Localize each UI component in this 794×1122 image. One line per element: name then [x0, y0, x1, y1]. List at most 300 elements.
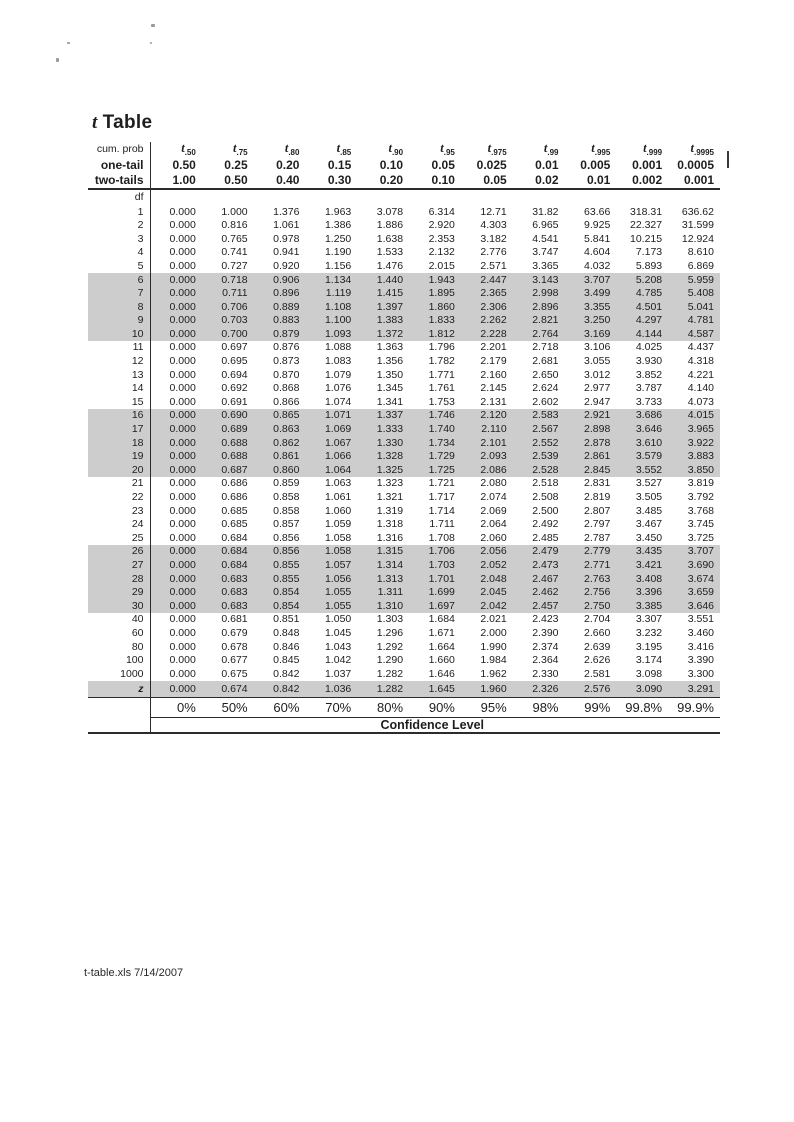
t-value: 0.688: [202, 436, 254, 450]
t-value: 3.707: [565, 273, 617, 287]
t-value: 1.055: [305, 586, 357, 600]
t-value: 1.725: [409, 463, 461, 477]
t-value: 0.000: [169, 667, 196, 680]
t-value: 22.327: [630, 219, 663, 232]
t-value: 1.440: [357, 273, 409, 287]
t-value: 1.328: [357, 450, 409, 464]
df-value: 6: [88, 273, 150, 287]
t-value: 0.694: [221, 368, 248, 381]
t-value: 1.638: [376, 232, 404, 245]
t-value: 12.71: [480, 205, 507, 218]
confidence-percent: 99.8%: [616, 697, 668, 717]
table-row: [88, 423, 720, 437]
t-value: 3.078: [376, 205, 404, 218]
t-value: 1.303: [376, 613, 404, 626]
t-value: 1.063: [324, 477, 352, 490]
confidence-percent: 50%: [202, 697, 254, 717]
one-tail-value: 0.20: [276, 157, 300, 172]
confidence-percent: 99%: [565, 697, 617, 717]
t-value: 31.599: [681, 219, 714, 232]
t-value: 0.845: [273, 654, 300, 667]
t-value: 3.745: [687, 518, 714, 531]
t-value: 0.000: [169, 341, 196, 354]
df-value: 7: [88, 287, 150, 301]
scan-speck: [150, 42, 152, 44]
t-value: 0.000: [169, 368, 196, 381]
t-value: 1.060: [324, 504, 352, 517]
one-tail-value: 0.005: [580, 157, 611, 172]
t-value: 0.000: [150, 545, 202, 559]
t-value: 1.664: [428, 640, 455, 653]
t-value: 1.699: [409, 586, 461, 600]
t-value: 2.492: [532, 518, 559, 531]
t-value: 0.816: [221, 219, 248, 232]
t-value: 0.855: [254, 572, 306, 586]
t-value: 6.965: [532, 219, 559, 232]
t-value: 1.533: [376, 246, 404, 259]
t-value: 2.756: [565, 586, 617, 600]
t-value: 2.776: [480, 246, 507, 259]
df-value: 10: [88, 327, 150, 341]
t-value: 0.675: [221, 667, 248, 680]
t-value: 1.943: [409, 273, 461, 287]
df-value: 1000: [88, 667, 150, 681]
z-label: z: [88, 681, 150, 698]
empty-cell: [202, 189, 254, 205]
t-value: 0.859: [273, 477, 300, 490]
table-row: [88, 300, 720, 314]
t-value: 1.061: [273, 219, 300, 232]
t-value: 0.765: [221, 232, 248, 245]
t-value: 0.876: [273, 341, 300, 354]
t-value: 2.132: [428, 246, 455, 259]
df-value: 22: [88, 490, 150, 504]
table-row: [88, 395, 720, 409]
t-value: 1.079: [324, 368, 352, 381]
t-value: 0.683: [202, 572, 254, 586]
t-value: 0.879: [254, 327, 306, 341]
t-value: 2.131: [480, 395, 507, 408]
t-value: 3.551: [687, 613, 714, 626]
t-value: 1.415: [357, 287, 409, 301]
t-value: 3.850: [668, 463, 720, 477]
t-value: 0.854: [254, 599, 306, 613]
table-row: [88, 599, 720, 613]
df-value: 28: [88, 572, 150, 586]
two-tails-value: 0.20: [357, 172, 409, 189]
t-value: 0.873: [273, 355, 300, 368]
table-row: [88, 355, 720, 369]
t-value: 12.924: [681, 232, 714, 245]
t-value: 0.000: [150, 327, 202, 341]
t-value: 2.048: [461, 572, 513, 586]
t-value: 6.314: [428, 205, 455, 218]
t-value: 3.435: [616, 545, 668, 559]
t-value: 2.069: [480, 504, 507, 517]
t-value: 0.000: [150, 287, 202, 301]
z-value: 1.960: [461, 681, 513, 698]
t-value: 2.539: [513, 450, 565, 464]
t-value: 4.073: [687, 395, 714, 408]
t-value: 1.383: [357, 314, 409, 328]
t-value: 0.000: [169, 640, 196, 653]
t-value: 4.303: [480, 219, 507, 232]
t-value: 3.012: [584, 368, 611, 381]
t-value: 1.058: [324, 531, 352, 544]
t-value: 5.041: [668, 300, 720, 314]
confidence-percent: 98%: [513, 697, 565, 717]
t-value: 2.787: [584, 531, 611, 544]
t-value: 1.746: [409, 409, 461, 423]
t-value: 0.846: [273, 640, 300, 653]
t-value: 0.000: [169, 531, 196, 544]
t-value: 0.727: [221, 259, 248, 272]
t-value: 1.721: [428, 477, 455, 490]
t-value: 2.771: [565, 558, 617, 572]
confidence-percent: 80%: [357, 697, 409, 717]
t-value: 3.505: [635, 491, 663, 504]
confidence-percent: 70%: [305, 697, 357, 717]
t-value: 4.785: [616, 287, 668, 301]
t-value: 2.353: [428, 232, 455, 245]
t-value: 1.812: [409, 327, 461, 341]
scan-speck: [151, 24, 155, 27]
t-value: 2.681: [532, 355, 559, 368]
one-tail-value: 0.50: [172, 157, 196, 172]
t-value: 1.315: [357, 545, 409, 559]
table-row: [88, 613, 720, 627]
t-value: 318.31: [630, 205, 663, 218]
t-value: 1.323: [376, 477, 404, 490]
t-value: 0.863: [254, 423, 306, 437]
t-value: 3.055: [584, 355, 611, 368]
one-tail-label: one-tail: [88, 157, 150, 172]
t-value: 2.718: [532, 341, 559, 354]
scan-speck: [67, 42, 70, 44]
t-value: 3.467: [635, 518, 663, 531]
scan-speck: [56, 58, 59, 62]
t-value: 2.552: [513, 436, 565, 450]
t-value: 3.396: [616, 586, 668, 600]
t-value: 2.821: [513, 314, 565, 328]
t-value: 0.685: [221, 518, 248, 531]
z-value: 0.674: [202, 681, 254, 698]
t-value: 3.707: [668, 545, 720, 559]
empty-cell: [357, 189, 409, 205]
empty-label-cell: [88, 697, 150, 717]
t-value: 2.763: [565, 572, 617, 586]
t-value: 2.626: [584, 654, 611, 667]
t-value: 636.62: [681, 205, 714, 218]
t-value: 0.686: [221, 477, 248, 490]
t-value: 3.174: [635, 654, 663, 667]
t-value: 2.045: [461, 586, 513, 600]
t-value: 1.963: [324, 205, 352, 218]
table-row: [88, 558, 720, 572]
t-value: 0.689: [202, 423, 254, 437]
t-value: 1.076: [324, 382, 352, 395]
table-row: [88, 382, 720, 396]
t-value: 0.858: [273, 491, 300, 504]
t-value: 0.000: [150, 423, 202, 437]
df-value: 26: [88, 545, 150, 559]
t-value: 63.66: [584, 205, 611, 218]
t-value: 2.750: [565, 599, 617, 613]
t-value: 1.962: [480, 667, 507, 680]
empty-cell: [513, 189, 565, 205]
empty-cell: [616, 189, 668, 205]
table-row: [88, 259, 720, 273]
t-value: 1.703: [409, 558, 461, 572]
z-value: 2.576: [565, 681, 617, 698]
t-value: 0.692: [221, 382, 248, 395]
t-value: 4.541: [532, 232, 559, 245]
t-value: 3.674: [668, 572, 720, 586]
t-value: 1.341: [376, 395, 404, 408]
t-value: 0.679: [221, 626, 248, 639]
t-value: 2.807: [584, 504, 611, 517]
page-title: [92, 112, 152, 134]
two-tails-value: 0.10: [409, 172, 461, 189]
t-value: 1.282: [376, 667, 404, 680]
t-value: 9.925: [584, 219, 611, 232]
t-value: 1.729: [409, 450, 461, 464]
t-value: 1.684: [428, 613, 455, 626]
z-value: 1.036: [305, 681, 357, 698]
t-value: 2.567: [513, 423, 565, 437]
t-value: 4.604: [584, 246, 611, 259]
df-value: 15: [88, 395, 150, 409]
t-value: 0.889: [254, 300, 306, 314]
t-value: 0.000: [169, 355, 196, 368]
t-value: 2.110: [461, 423, 513, 437]
t-value: 0.851: [273, 613, 300, 626]
t-value: 1.061: [324, 491, 352, 504]
t-value: 3.182: [480, 232, 507, 245]
t-value: 1.796: [428, 341, 455, 354]
t-value: 3.792: [687, 491, 714, 504]
t-value: 3.646: [616, 423, 668, 437]
t-value: 2.660: [584, 626, 611, 639]
t-value: 1.067: [305, 436, 357, 450]
t-value: 3.610: [616, 436, 668, 450]
t-value: 3.355: [565, 300, 617, 314]
t-value: 1.190: [324, 246, 352, 259]
table-row: [88, 531, 720, 545]
table-row: [88, 232, 720, 246]
t-value: 3.883: [668, 450, 720, 464]
t-value: 3.408: [616, 572, 668, 586]
t-value: 2.021: [480, 613, 507, 626]
z-value: 3.291: [668, 681, 720, 698]
t-value: 2.896: [513, 300, 565, 314]
t-value: 1.311: [357, 586, 409, 600]
t-value: 3.106: [584, 341, 611, 354]
t-value: 0.865: [254, 409, 306, 423]
df-value: 8: [88, 300, 150, 314]
t-value: 5.959: [668, 273, 720, 287]
t-value: 2.650: [532, 368, 559, 381]
df-value: 40: [88, 613, 150, 627]
two-tails-value: 0.50: [202, 172, 254, 189]
t-value: 0.856: [254, 545, 306, 559]
table-row: [88, 490, 720, 504]
t-value: 0.684: [202, 545, 254, 559]
table-row: [88, 273, 720, 287]
t-value: 2.581: [584, 667, 611, 680]
confidence-percent: 0%: [150, 697, 202, 717]
t-value: 0.861: [254, 450, 306, 464]
t-value: 1.066: [305, 450, 357, 464]
t-value: 0.000: [169, 613, 196, 626]
t-value: 0.700: [202, 327, 254, 341]
t-distribution-table: [88, 142, 720, 734]
t-value: 2.364: [532, 654, 559, 667]
t-value: 2.473: [513, 558, 565, 572]
t-value: 2.160: [480, 368, 507, 381]
t-value: 1.318: [376, 518, 404, 531]
t-value: 1.833: [409, 314, 461, 328]
two-tails-value: 0.05: [461, 172, 513, 189]
t-value: 0.000: [150, 300, 202, 314]
t-value: 0.870: [273, 368, 300, 381]
t-value: 3.733: [635, 395, 663, 408]
t-value: 2.423: [532, 613, 559, 626]
t-value: 1.671: [428, 626, 455, 639]
t-value: 3.460: [687, 626, 714, 639]
t-value: 1.313: [357, 572, 409, 586]
table-row: [88, 205, 720, 219]
t-value: 3.232: [635, 626, 663, 639]
table-row: [88, 667, 720, 681]
t-value: 0.906: [254, 273, 306, 287]
df-label: df: [88, 189, 150, 205]
t-value: 0.677: [221, 654, 248, 667]
t-value: 1.314: [357, 558, 409, 572]
confidence-percent: 99.9%: [668, 697, 720, 717]
t-value: 5.893: [635, 259, 663, 272]
t-value: 4.025: [635, 341, 663, 354]
t-value: 4.144: [616, 327, 668, 341]
t-value: 3.659: [668, 586, 720, 600]
empty-label-cell: [88, 717, 150, 733]
t-column-header: $t_{.50}$: [181, 141, 196, 157]
t-value: 1.990: [480, 640, 507, 653]
t-value: 0.000: [150, 572, 202, 586]
t-value: 1.042: [324, 654, 352, 667]
t-value: 1.321: [376, 491, 404, 504]
confidence-percent: 60%: [254, 697, 306, 717]
df-value: 11: [88, 341, 150, 355]
t-value: 1.250: [324, 232, 352, 245]
z-value: 1.282: [357, 681, 409, 698]
t-value: 3.579: [616, 450, 668, 464]
t-value: 2.831: [584, 477, 611, 490]
t-value: 4.140: [687, 382, 714, 395]
t-value: 0.000: [150, 586, 202, 600]
df-value: 14: [88, 382, 150, 396]
df-value: 29: [88, 586, 150, 600]
t-value: 0.000: [150, 599, 202, 613]
t-value: 2.639: [584, 640, 611, 653]
t-value: 2.602: [532, 395, 559, 408]
one-tail-value: 0.025: [476, 157, 507, 172]
t-value: 1.325: [357, 463, 409, 477]
t-value: 2.015: [428, 259, 455, 272]
t-value: 0.000: [169, 382, 196, 395]
t-value: 2.457: [513, 599, 565, 613]
t-value: 0.684: [221, 531, 248, 544]
t-value: 1.045: [324, 626, 352, 639]
t-column-header: $t_{.999}$: [643, 141, 663, 157]
df-value: 1: [88, 205, 150, 219]
t-value: 1.356: [376, 355, 404, 368]
t-value: 1.708: [428, 531, 455, 544]
t-value: 1.782: [428, 355, 455, 368]
t-value: 2.056: [461, 545, 513, 559]
t-value: 3.499: [565, 287, 617, 301]
t-value: 3.365: [532, 259, 559, 272]
t-value: 2.704: [584, 613, 611, 626]
t-value: 2.528: [513, 463, 565, 477]
table-row: [88, 246, 720, 260]
empty-cell: [565, 189, 617, 205]
t-value: 3.686: [616, 409, 668, 423]
empty-cell: [668, 189, 720, 205]
t-value: 2.374: [532, 640, 559, 653]
t-value: 6.869: [687, 259, 714, 272]
z-value: 3.090: [616, 681, 668, 698]
empty-cell: [461, 189, 513, 205]
t-value: 1.886: [376, 219, 404, 232]
t-value: 3.450: [635, 531, 663, 544]
t-value: 0.681: [221, 613, 248, 626]
df-value: 16: [88, 409, 150, 423]
t-value: 0.718: [202, 273, 254, 287]
df-value: 18: [88, 436, 150, 450]
one-tail-value: 0.05: [431, 157, 455, 172]
t-value: 2.145: [480, 382, 507, 395]
t-value: 1.345: [376, 382, 404, 395]
df-value: 4: [88, 246, 150, 260]
t-value: 0.000: [169, 477, 196, 490]
t-value: 3.787: [635, 382, 663, 395]
t-column-header: $t_{.975}$: [487, 141, 507, 157]
t-value: 1.316: [376, 531, 404, 544]
table-row: [88, 219, 720, 233]
t-value: 3.421: [616, 558, 668, 572]
t-value: 2.101: [461, 436, 513, 450]
table-row: [88, 436, 720, 450]
table-row: [88, 450, 720, 464]
table-row: [88, 341, 720, 355]
t-value: 2.977: [584, 382, 611, 395]
t-value: 2.306: [461, 300, 513, 314]
t-value: 2.080: [480, 477, 507, 490]
z-value: 2.326: [513, 681, 565, 698]
t-value: 2.447: [461, 273, 513, 287]
t-value: 0.854: [254, 586, 306, 600]
empty-cell: [305, 189, 357, 205]
df-value: 30: [88, 599, 150, 613]
two-tails-label: two-tails: [88, 172, 150, 189]
t-value: 1.734: [409, 436, 461, 450]
t-value: 3.646: [668, 599, 720, 613]
t-value: 0.000: [150, 558, 202, 572]
table-row: [88, 572, 720, 586]
t-value: 0.711: [202, 287, 254, 301]
t-value: 0.706: [202, 300, 254, 314]
